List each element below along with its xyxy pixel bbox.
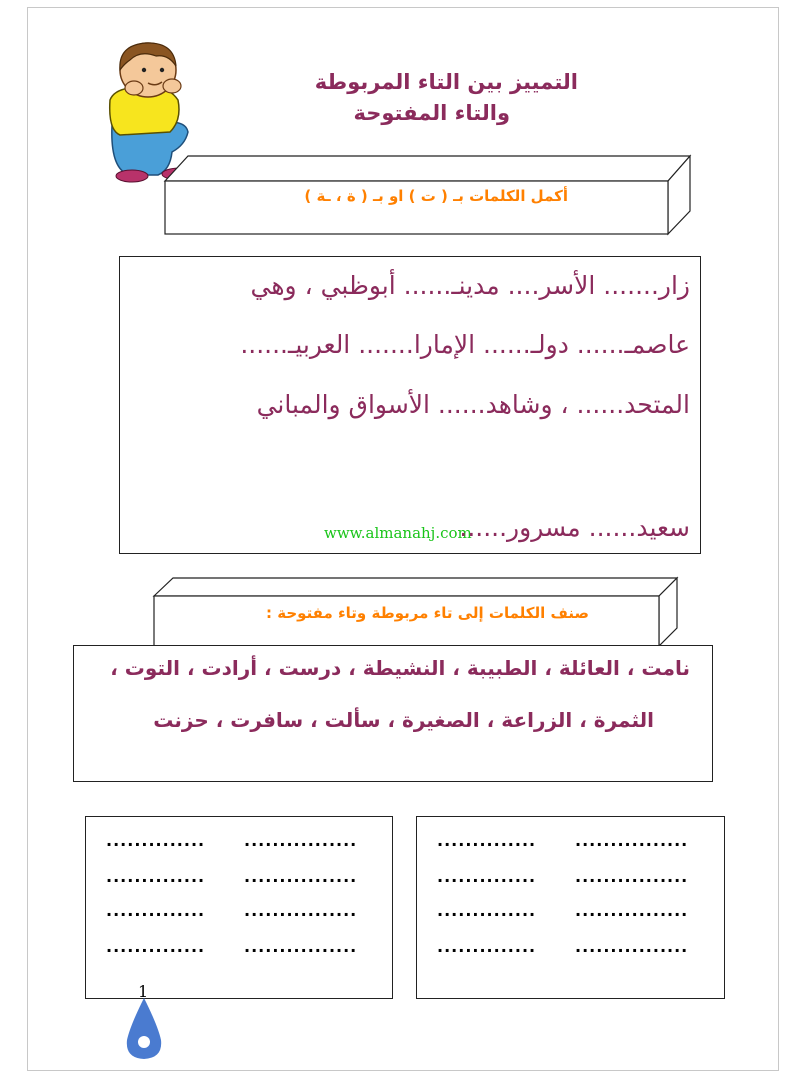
- answer-line: ..............: [437, 867, 537, 886]
- page-title: التمييز بين التاء المربوطة: [314, 70, 578, 94]
- answer-line: ................: [575, 901, 689, 920]
- words-line-1: نامت ، العائلة ، الطبيبة ، النشيطة ، درست ، أرادت ، التوت ،: [110, 656, 690, 680]
- answer-line: ................: [244, 901, 358, 920]
- fill-line-4: سعيد...... مسرور......: [459, 513, 690, 542]
- fill-line-3: المتحد...... ، وشاهد...... الأسواق والمباني: [256, 390, 690, 419]
- answer-line: ..............: [437, 901, 537, 920]
- instruction-2-text: صنف الكلمات إلى تاء مربوطة وتاء مفتوحة :: [266, 604, 589, 622]
- page-number: 1: [138, 982, 149, 1001]
- instruction-bar-1: [164, 154, 692, 236]
- answer-line: ................: [244, 867, 358, 886]
- answer-line: ..............: [106, 867, 206, 886]
- answer-box-left: [85, 816, 393, 999]
- answer-line: ..............: [106, 937, 206, 956]
- answer-line: ................: [244, 937, 358, 956]
- fill-line-1: زار....... الأسر.... مدينـ...... أبوظبي ، وهي: [250, 271, 690, 300]
- fill-line-2: عاصمـ...... دولـ...... الإمارا....... العربيـ......: [240, 330, 690, 359]
- answer-line: ................: [575, 937, 689, 956]
- answer-line: ..............: [106, 901, 206, 920]
- water-drop-icon: [124, 996, 164, 1066]
- instruction-1-text: أكمل الكلمات بـ ( ت ) او بـ ( ة ، ـة ): [304, 187, 568, 205]
- words-line-2: الثمرة ، الزراعة ، الصغيرة ، سألت ، سافرت ، حزنت: [153, 708, 654, 732]
- watermark: www.almanahj.com: [324, 524, 472, 542]
- answer-line: ..............: [437, 831, 537, 850]
- answer-line: ................: [244, 831, 358, 850]
- page-subtitle: والتاء المفتوحة: [353, 101, 510, 125]
- answer-box-right: [416, 816, 725, 999]
- answer-line: ................: [575, 831, 689, 850]
- answer-line: ................: [575, 867, 689, 886]
- fill-in-exercise-box: [119, 256, 701, 554]
- words-box: [73, 645, 713, 782]
- answer-line: ..............: [437, 937, 537, 956]
- answer-line: ..............: [106, 831, 206, 850]
- instruction-bar-2: [153, 576, 679, 646]
